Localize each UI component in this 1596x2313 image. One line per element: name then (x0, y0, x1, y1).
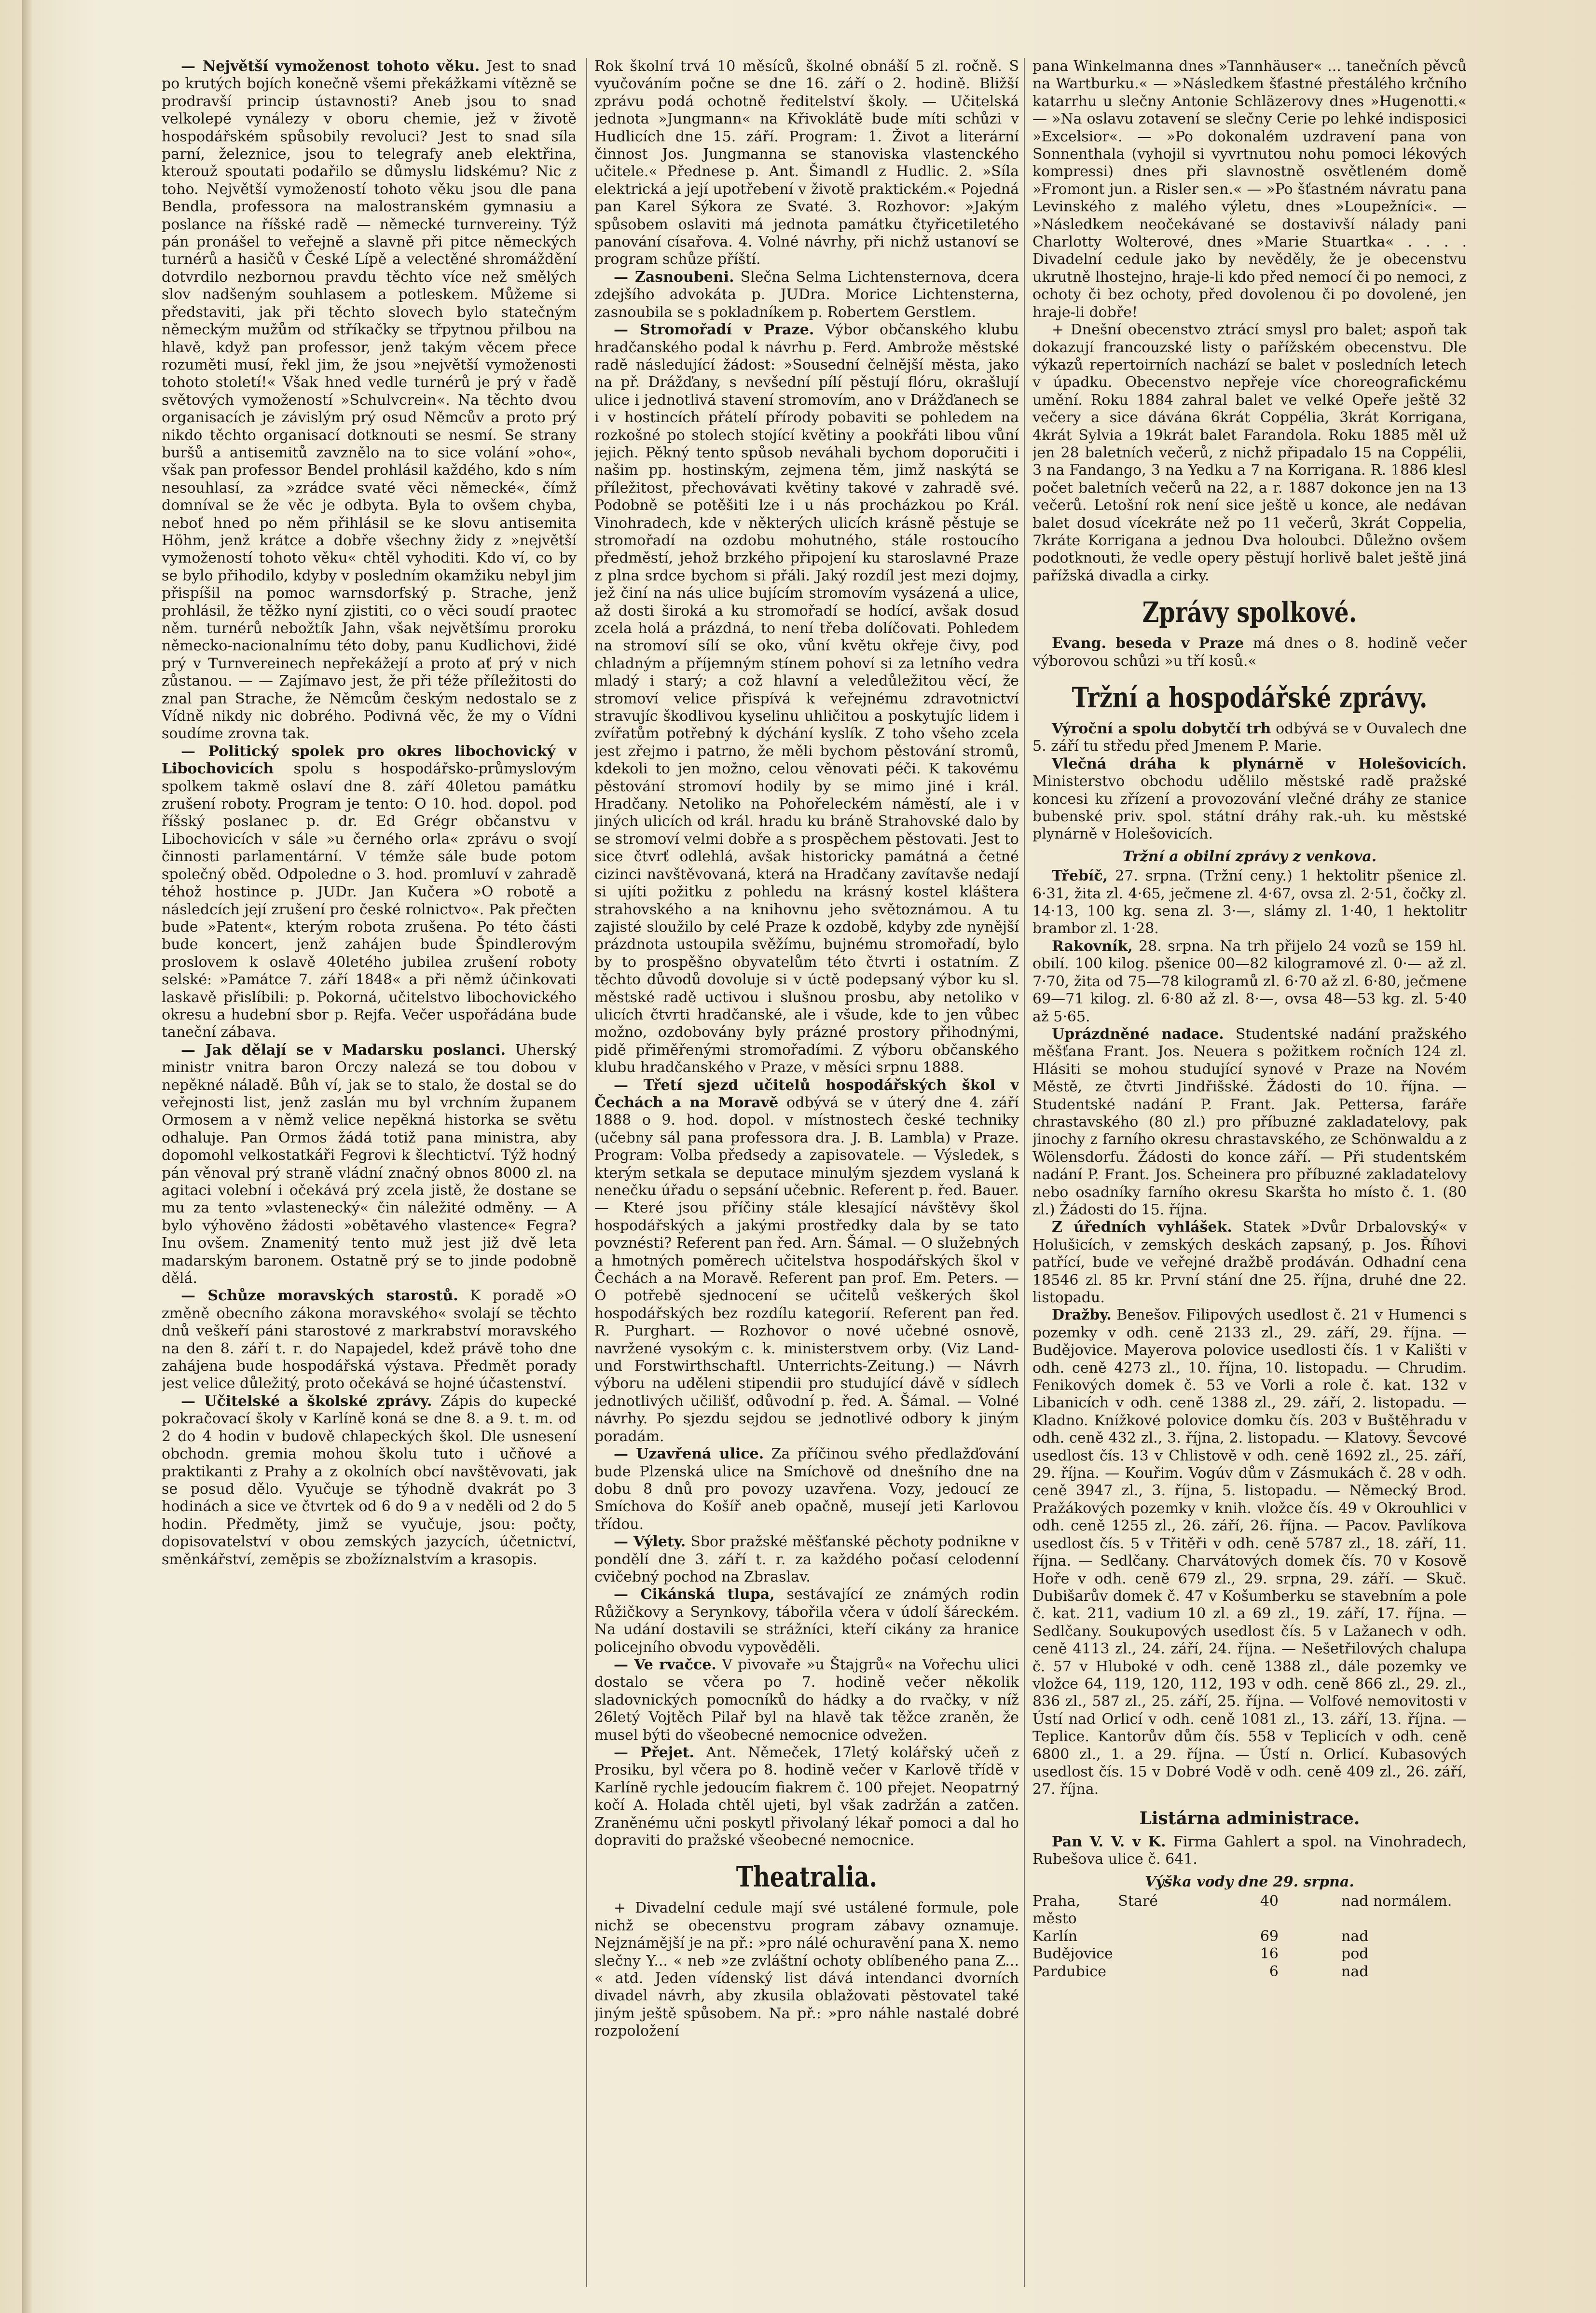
article-lead: Vlečná dráha k plynárně v Holešovicích. (1052, 755, 1467, 772)
article-paragraph (162, 1393, 577, 1569)
article-lead: Pan V. V. v K. (1052, 1833, 1166, 1850)
column-2 (594, 58, 1019, 2287)
article-body: spolu s hospodářsko-průmyslovým spolkem takmě oslaví dne 8. září 40letou památku zrušení roboty. Program je tento: O 10. hod. dopol. pod říšský poslanec p. dr. Ed Grégr občanstvu v Libochovicích v sále »u černého orla« zprávu o svojí činnosti parlamentární. V témže sále bude potom společný oběd. Odpoledne o 3. hod. promluví v zahradě téhož hostince p. JUDr. Jan Kučera »O robotě a následcích její zrušení pro české rolnictvo«. Pak přečten bude »Patent«, kterým robota zrušena. Po této části bude koncert, jenž zahájen bude Špindlerovým proslovem k oslavě 40letého jubilea zrušení roboty selské: »Památce 7. září 1848« a při němž účinkovati laskavě přislíbili: p. Pokorná, učitelstvo libochovického okresu a hudební sbor p. Rejfa. Večer uspořádána bude taneční zábava. (162, 760, 577, 1041)
article-lead: Výroční a spolu dobytčí trh (1052, 720, 1271, 737)
table-row (1032, 1893, 1467, 1928)
article-body: Jest to snad po krutých bojích konečně všemi překážkami vítězně se prodravší princip ústavnosti? Aneb jsou to snad velkolepé vynálezy v oboru chemie, jež v životě hospodářském spůsobily revoluci? Jest to snad síla parní, železnice, jsou to telegrafy aneb elektřina, kterouž spoutati podařilo se důmyslu lidskému? Nic z toho. Největší vymožeností tohoto věku jsou dle pana Bendla, professora na malostranském gymnasiu a poslance na říšské radě — německé turnvereiny. Týž pán pronášel to veřejně a slavně při pitce německých turnérů a hasičů v České Lípě a velectěné shromáždění dotvrdilo nezbornou pravdu těchto více než smělých slov nadšeným souhlasem a potleskem. Můžeme si představiti, jak při těchto slovech bylo statečným německým mužům od stříkačky se třpytnou přilbou na hlavě, když pan professor, jenž takým věcem přece rozuměti musí, řekl jim, že jsou »největší vymoženosti tohoto století!« Však hned vedle turnérů je prý v řadě světových vymožeností »Schulvcrein«. Na těchto dvou organisacích je závislým prý osud Němcův a proto prý nikdo těchto organisací dotknouti se nesmí. Se strany buršů a antisemitů zavznělo na to sice volání »oho«, však pan professor Bendel prohlásil každého, kdo s ním nesouhlasí, za »zrádce svaté věci německé«, čímž domníval se že věc je odbyta. Byla to ovšem chyba, neboť hned po něm přihlásil se ke slovu antisemita Höhm, jenž krátce a dobře všechny židy z »největší vymožeností tohoto věku« chtěl vyhoditi. Kdo ví, co by se bylo přihodilo, kdyby v posledním okamžiku nebyl jim přispíšil na pomoc warnsdorfský p. Strache, jenž prohlásil, že těžko nyní zjistiti, co o věci soudí praotec něm. turnérů nebožtík Jahn, však největšímu proroku německo-nacionalnímu této doby, panu Kudlichovi, židé prý v Turnvereinech nepřekážejí a proto ať prý v nich zůstanou. — — Zajímavo jest, že při téže příležitosti do znal pan Strache, že Němcům českým nedostalo se z Vídně nikdy nic dobrého. Podivná věc, že my o Vídni soudíme zrovna tak. (162, 58, 577, 743)
table-cell-note: nad (1341, 1963, 1369, 1980)
article-paragraph (594, 1533, 1019, 1586)
section-heading-trzni-zpravy: Tržní a hospodářské zprávy. (1072, 681, 1428, 714)
article-paragraph (594, 1586, 1019, 1656)
article-body: Ant. Němeček, 17letý kolářský učeň z Prosiku, byl včera po 8. hodině večer v Karlově třídě v Karlíně rychle jedoucím fiakrem č. 100 přejet. Neopatrný kočí A. Holada chtěl ujeti, byl však zadržán a zatčen. Zraněnému učni poskytl přivolaný lékař pomoci a dal ho dopraviti do pražské všeobecné nemocnice. (594, 1744, 1019, 1849)
article-body: Studentské nadání pražského měšťana Frant. Jos. Neuera s požitkem ročních 124 zl. Hlásiti se mohou studující synové v Praze na Novém Městě, ze čtvrti Jindřišské. Žádosti do 10. října. — Studentské nadání P. Frant. Jak. Pettersa, faráře chrastavského (80 zl.) pro příbuzné zakladatelovy, pak jinochy z farního okresu chrastavského, ze Schönwaldu a z Wölensdorfu. Žádosti do konce září. — Při studentském nadání P. Frant. Jos. Scheinera pro příbuzné zakladatelovy nebo osadníky farního okresu Skaršta ho místo č. 1. (80 zl.) Žádosti do 15. října. (1032, 1025, 1467, 1218)
article-lead: — Ve rvačce. (614, 1656, 716, 1673)
table-row (1032, 1963, 1467, 1981)
section-heading-listarna: Listárna administrace. (1139, 1808, 1360, 1829)
page-fold-shadow (22, 0, 33, 2313)
article-paragraph (1032, 635, 1467, 670)
table-cell-value: 69 (1260, 1928, 1279, 1945)
article-body: odbývá se v úterý dne 4. září 1888 o 9. hod. dopol. v místnostech české techniky (učebny sál pana professora dra. J. B. Lambla) v Praze. Program: Volba předsedy a zapisovatele. — Výsledek, s kterým setkala se deputace minulým sjezdem vyslaná k nenečku úřadu o sepsání učebnic. Referent p. řed. Bauer. — Které jsou příčiny stále klesající návštěvy škol hospodářských a jakými prostředky dala by se tato povznésti? Referent pan řed. Arn. Šámal. — O služebných a hmotných poměrech učitelstva hospodářských škol v Čechách a na Moravě. Referent pan prof. Em. Peters. — O potřebě sjednocení se učitelů veškerých škol hospodářských bez rozdílu kategorií. Referent pan řed. R. Purghart. — Rozhovor o nové učebné osnově, navržené vysokým c. k. ministerstvem orby. (Viz Land- und Forstwirthschaftl. Unterrichts-Zeitung.) — Návrh výboru na uděleni stipendii pro studující dávě v sídlech jednotlivých učilišť, odůvodní p. řed. A. Šámal. — Volné návrhy. Po sjezdu sejdou se jednotlivé odbory k jiným poradám. (594, 1094, 1019, 1445)
article-body: Slečna Selma Lichtensternova, dcera zdejšího advokáta p. JUDra. Morice Lichtensterna, zasnoubila se s pokladníkem p. Robertem Gerstlem. (594, 268, 1019, 321)
article-lead: — Třetí sjezd učitelů hospodářských škol v Čechách a na Moravě (594, 1076, 1019, 1111)
article-body: V pivovaře »u Štajgrů« na Vořechu ulici dostalo se včera po 7. hodině večer několik sladovnických pomocníků do hádky a do rvačky, v níž 26letý Vojtěch Pilař byl na hlavě tak těžce zraněn, že musel býti do všeobecné nemocnice odvežen. (594, 1656, 1019, 1744)
article-lead: Evang. beseda v Praze (1052, 635, 1244, 652)
article-paragraph (594, 1077, 1019, 1446)
column-divider (1024, 58, 1025, 2287)
article-body: 27. srpna. (Tržní ceny.) 1 hektolitr pšenice zl. 6·31, žita zl. 4·65, ječmene zl. 4·67, ovsa zl. 2·51, čočky zl. 14·13, 100 kg. sena zl. 3·—, slámy zl. 1·40, 1 hektolitr brambor zl. 1·28. (1032, 867, 1467, 937)
table-cell-place: Karlín (1032, 1928, 1078, 1945)
article-paragraph (1032, 1219, 1467, 1307)
article-body: + Dnešní obecenstvo ztrácí smysl pro balet; aspoň tak dokazují francouzské listy o pařížském obecenstvu. Dle výkazů repertoirních nachází se balet v posledních letech v úpadku. Obecenstvo nepřeje více choreografickému umění. Roku 1884 zahral balet ve velké Opeře ještě 32 večery a sice dávána 6krát Coppélia, 3krát Korrigana, 4krát Sylvia a 19krát balet Farandola. Roku 1885 měl už jen 28 baletních večerů, z nichž připadalo 15 na Coppélii, 3 na Fandango, 3 na Yedku a 7 na Korrigana. R. 1886 klesl počet baletních večerů na 22, a r. 1887 dokonce jen na 13 večerů. Letošní rok není sice ještě u konce, ale nedávan balet dosud vícekráte než po 11 večerů, 3krát Coppelia, 7kráte Korrigana a jednou Dva holoubci. Důležno ovšem podotknouti, že vedle opery pěstují horlivě balet ještě jiná pařížská divadla a cirky. (1032, 321, 1467, 584)
article-paragraph (594, 58, 1019, 269)
article-lead: Dražby. (1052, 1307, 1112, 1324)
article-paragraph (594, 1656, 1019, 1744)
article-lead: Třebíč, (1052, 867, 1108, 885)
article-paragraph (594, 1744, 1019, 1849)
article-paragraph (1032, 938, 1467, 1026)
article-paragraph (162, 58, 577, 743)
article-lead: — Výlety. (614, 1533, 686, 1551)
article-paragraph (1032, 867, 1467, 938)
article-body: 28. srpna. Na trh přijelo 24 vozů se 159 hl. obilí. 100 kilog. pšenice 00—82 kilogramové zl. 0·— až zl. 7·70, žita od 75—78 kilogramů zl. 6·70 až zl. 6·80, ječmene 69—71 kilog. zl. 6·80 až zl. 8·—, ovsa 48—53 kg. zl. 5·40 až 5·65. (1032, 937, 1467, 1025)
article-lead: Z úředních vyhlášek. (1052, 1219, 1232, 1236)
article-body: má dnes o 8. hodině večer výborovou schůzi »u tří kosů.« (1032, 635, 1467, 670)
article-lead: — Stromořadí v Praze. (614, 321, 814, 339)
section-heading-theatralia: Theatralia. (736, 1860, 878, 1894)
article-lead: — Zasnoubeni. (614, 268, 734, 286)
article-lead: — Cikánská tlupa, (614, 1586, 775, 1603)
article-lead: — Schůze moravských starostů. (181, 1287, 458, 1305)
article-body: sestávající ze známých rodin Růžičkovy a Serynkovy, tábořila včera v údolí šáreckém. Na udání dostavili se strážníci, kteří cikány za hranice policejního obvodu vypověděli. (594, 1586, 1019, 1656)
article-lead: — Jak dělají se v Madarsku poslanci. (181, 1041, 506, 1059)
article-body: odbývá se v Ouvalech dne 5. září tu středu před Jmenem P. Marie. (1032, 720, 1467, 755)
article-lead: Rakovník, (1052, 937, 1133, 955)
table-cell-place: Praha, Staré město (1032, 1893, 1158, 1928)
article-paragraph (1032, 1026, 1467, 1219)
table-cell-place: Pardubice (1032, 1963, 1106, 1980)
article-lead: — Přejet. (614, 1744, 694, 1761)
article-paragraph (1032, 1307, 1467, 1798)
table-cell-place: Budějovice (1032, 1945, 1113, 1963)
article-body: + Divadelní cedule mají své ustálené formule, pole nichž se obecenstvu program zábavy oznamuje. Nejznámější je na př.: »pro nálé ochuravění pana X. nemo slečny Y... « neb »ze zvláštní ochoty oblíbeného pana Z... « atd. Jeden vídenský list dává intendanci dvorních divadel návrh, aby zkusila oblažovati pěstovatel také jiným ještě spůsobem. Na př.: »pro náhle nastalé dobré rozpoložení (594, 1900, 1019, 2040)
article-paragraph (162, 743, 577, 1042)
article-body: Uherský ministr vnitra baron Orczy nalezá se tou dobou v nepěkné náladě. Bůh ví, jak se to stalo, že dostal se do veřejnosti list, jenž zaslán mu byl vrchním županem Ormosem a v němž velice nepěkná historka se světu odhaluje. Pan Ormos žádá totiž pana ministra, aby dopomohl velkostatkáři Fegrovi k šlechtictví. Týž hodný pán věnoval prý straně vládní značný obnos 8000 zl. na agitaci volební i očekává prý zcela jistě, že dostane se mu za tento »vlastenecký« čin náležité odměny. — A bylo výhověno žádosti »obětavého vlastence« Fegra? Inu ovšem. Znamenitý tento muž jest již dvě leta madarským baronem. Ostatně prý se to jinde podobně dělá. (162, 1041, 577, 1287)
article-paragraph (594, 321, 1019, 1076)
article-body: Firma Gahlert a spol. na Vinohradech, Rubešova ulice č. 641. (1032, 1833, 1467, 1868)
column-divider (586, 58, 587, 2287)
article-body: Statek »Dvůr Drbalovský« v Holušicích, v zemských deskách zapsaný, p. Jos. Říhovi patřící, bude ve veřejné dražbě prodáván. Odhadní cena 18546 zl. 85 kr. První stání dne 25. října, druhé dne 22. listopadu. (1032, 1219, 1467, 1306)
table-cell-value: 40 (1260, 1893, 1279, 1910)
article-lead: — Politický spolek pro okres libochovický v Libochovicích (162, 743, 577, 778)
table-cell-note: nad normálem. (1341, 1893, 1452, 1910)
subheading-obilni-zpravy: Tržní a obilní zprávy z venkova. (1122, 848, 1377, 865)
article-body: Za příčinou svého předlažďování bude Plzenská ulice na Smíchově od dnešního dne na dobu 8 dnů pro povozy uzavřena. Vozy, jedoucí ze Smíchova do Košíř aneb opačně, musejí jeti Karlovou třídou. (594, 1446, 1019, 1533)
article-body: K poradě »O změně obecního zákona moravského« svolají se těchto dnů veškeří páni starostové z markrabství moravského na den 8. září t. r. do Napajedel, kdež právě toho dne zahájena bude hospodářská výstava. Předmět porady jest velice důležitý, proto očekává se hojné účastenství. (162, 1287, 577, 1392)
article-body: Výbor občanského klubu hradčanského podal k návrhu p. Ferd. Ambrože městské radě následující žádost: »Sousední čelnější města, jako na př. Drážďany, s nevšední pílí pěstují flóru, okrašlují ulice i jednotlivá stavení stromovím, ano v Drážďanech se i v hostincích přátelí přírody pobaviti se pohledem na rozkošné po stolech stojící květiny a pookřáti libou vůní jejich. Pěkný tento spůsob neváhali bychom doporučiti i našim pp. hostinským, zejmena těm, jimž naskýtá se příležitost, přechovávati květiny takové v zahradě své. Podobně se potěšiti lze i u nás procházkou po Král. Vinohradech, kde v některých ulicích krásně pěstuje se stromořadí na ozdobu mohutného, stále rostoucího předměstí, jehož brzkého připojení ku staroslavné Praze z plna srdce bychom si přáli. Jaký rozdíl jest mezi dojmy, jež činí na nás ulice bujícím stromovím vysázená a ulice, až dosti široká a ku stromořadí se hodící, avšak dosud zcela holá a prázdná, to není třeba dolíčovati. Pohledem na stromoví sílí se oko, vůní květu okřeje čivy, pod chladným a příjemným stínem pohoví si za letního vedra mladý i starý; a což hlavní a veledůležitou věcí, že stromoví velice přispívá k veřejnému zdravotnictví stravujíc škodlivou kyselinu uhličitou a poskytujíc lidem i zvířatům potřebný k dýchání kyslík. Z toho všeho zcela jest zřejmo i patrno, že měli bychom pěstování stromů, kdekoli to jen možno, celou věnovati péči. K takovému pěstování stromoví hodily by se mimo jiné i král. Hradčany. Netoliko na Pohořeleckém náměstí, ale i v jiných ulicích od král. hradu ku bráně Strahovské dalo by se stromoví velmi dobře a s prospěchem pěstovati. Jest to sice čtvrť odlehlá, avšak historicky památná a četné cizinci navštěvovaná, která na Hradčany zavítavše nedají si ujíti požitku z pohledu na krásný kostel kláštera strahovského a na knihovnu jeho světoznámou. A tu zajisté sloužilo by celé Praze k ozdobě, kdyby zde nynější prázdnota ustoupila svěžímu, bujnému stromořadí, bylo by to prospěšno obyvatelům této čtvrti i ostatním. Z těchto důvodů dovoluje si v úctě podepsaný výbor ku sl. městské radě uctivou i slušnou prosbu, aby netoliko v ulicích čtvrti hradčanské, ale i všude, kde to jen vůbec možno, ozdobovány byly prázné prostory přihodnými, pidě přiměřenými stromořadími. Z výboru občanského klubu hradčanského v Praze, v měsíci srpnu 1888. (594, 321, 1019, 1076)
article-body: Sbor pražské měšťanské pěchoty podnikne v pondělí dne 3. září t. r. za každého počasí celodenní cvičebný pochod na Zbraslav. (594, 1533, 1019, 1585)
column-3 (1032, 58, 1467, 2287)
article-paragraph (1032, 756, 1467, 843)
article-paragraph (162, 1042, 577, 1288)
article-paragraph (594, 1446, 1019, 1533)
table-cell-note: pod (1341, 1945, 1369, 1963)
subheading-vyska-vody: Výška vody dne 29. srpna. (1145, 1873, 1354, 1890)
table-row (1032, 1928, 1467, 1945)
table-cell-value: 16 (1260, 1945, 1279, 1963)
article-paragraph (1032, 321, 1467, 585)
article-paragraph (1032, 58, 1467, 321)
article-body: pana Winkelmanna dnes »Tannhäuser« ... tanečních pěvců na Wartburku.« — »Následkem šťastné přestálého krčního katarrhu u slečny Antonie Schläzerovy dnes »Hugenotti.« — »Na oslavu zotavení se slečny Cerie po lehké indisposici »Excelsior«. — »Po dokonalém uzdravení pana von Sonnenthala (vyhojil si vyvrtnutou nohu pomoci lékových kompressi) dnes při slavnostně osvětleném domě »Fromont jun. a Risler sen.« — »Po šťastném návratu pana Levinského z malého výletu, dnes »Loupežníci«. — »Následkem neočekávané se dostavivší nálady pani Charlotty Wolterové, dnes »Marie Stuartka« . . . . Divadelní cedule jako by nevěděly, že je obecenstvu ukrutně lhostejno, hraje-li kdo před nemocí či po nemoci, z ochoty či bez ochoty, před dovolenou či po dovolené, jen hraje-li dobře! (1032, 58, 1467, 321)
article-paragraph (1032, 1833, 1467, 1869)
article-lead: — Největší vymoženost tohoto věku. (181, 58, 480, 75)
article-paragraph (1032, 720, 1467, 756)
article-paragraph (594, 1900, 1019, 2040)
article-body: Rok školní trvá 10 měsíců, školné obnáší 5 zl. ročně. S vyučováním počne se dne 16. září o 2. hodině. Bližší zprávu podá ochotně ředitelství školy. — Učitelská jednota »Jungmann« na Křivoklátě bude míti schůzi v Hudlicích dne 15. září. Program: 1. Život a literární činnost Jos. Jungmanna se stanoviska vlastenckého učitele.« Přednese p. Ant. Šimandl z Hudlic. 2. »Síla elektrická a její upotřebení v životě praktickém.« Pojedná pan Karel Sýkora ze Svaté. 3. Rozhovor: »Jakým spůsobem oslaviti má jednota památku čtyřicetiletého panování císařova. 4. Volné návrhy, při nichž ustanoví se program schůze příští. (594, 58, 1019, 268)
article-body: Zápis do kupecké pokračovací školy v Karlíně koná se dne 8. a 9. t. m. od 2 do 4 hodin v budově chlapeckých škol. Dle usnesení obchodn. gremia mohou školu tuto i učňové a praktikanti z Prahy a z okolních obcí navštěvovati, jak se posud dělo. Vyučuje se týhodně dvakrát po 3 hodinách a sice ve čtvrtek od 6 do 9 a v neděli od 2 do 5 hodin. Předměty, jimž se vyučuje, jsou: počty, dopisovatelství v obou zemských jazycích, účetnictví, směnkářství, zeměpis se zbožíznalstvím a krasopis. (162, 1392, 577, 1568)
article-lead: Uprázdněné nadace. (1052, 1025, 1224, 1043)
column-1 (162, 58, 577, 2287)
article-paragraph (162, 1287, 577, 1392)
table-cell-note: nad (1341, 1928, 1369, 1945)
section-heading-zpravy-spolkove: Zprávy spolkové. (1142, 596, 1357, 629)
article-lead: — Uzavřená ulice. (614, 1446, 764, 1463)
article-body: Ministerstvo obchodu udělilo městské radě pražské koncesi ku zřízení a provozování vlečné dráhy ze stanice bubenské priv. spol. státní dráhy rak.-uh. ku městské plynárně v Holešovicích. (1032, 773, 1467, 843)
water-level-table (1032, 1893, 1467, 1981)
article-paragraph (594, 269, 1019, 321)
table-row (1032, 1945, 1467, 1963)
article-lead: — Učitelské a školské zprávy. (181, 1392, 432, 1410)
article-body: Benešov. Filipových usedlost č. 21 v Humenci s pozemky v odh. ceně 2133 zl., 29. září, 29. října. — Budějovice. Mayerova polovice usedlosti čís. 1 v Kališti v odh. ceně 4273 zl., 10. října, 10. listopadu. — Chrudim. Fenikových domek č. 53 ve Vorli a role č. kat. 132 v Libanicích v odh. ceně 1388 zl., 29. září, 2. listopadu. — Kladno. Knížkové polovice domku čís. 203 v Buštěhradu v odh. ceně 432 zl., 3. října, 2. listopadu. — Klatovy. Ševcové usedlost čís. 13 v Chlistově v odh. ceně 1692 zl., 25. září, 29. října. — Kouřim. Vogúv dům v Zásmukách č. 28 v odh. ceně 3947 zl., 3. října, 5. listopadu. — Německý Brod. Pražákových pozemky v knih. vložce čís. 49 v Okrouhlici v odh. ceně 1255 zl., 26. září, 26. října. — Pacov. Pavlíkova usedlost čís. 5 v Třitěři v odh. ceně 5787 zl., 18. září, 11. října. — Sedlčany. Charvátových domek čís. 70 v Kosově Hoře v odh. ceně 679 zl., 29. srpna, 29. září. — Skuč. Dubišarův domek č. 47 v Košumberku se stavebním a pole č. kat. 211, vadium 10 zl. a 69 zl., 19. září, 17. října. — Sedlčany. Soukupových usedlost čís. 5 v Lažanech v odh. ceně 4113 zl., 24. září, 24. října. — Nešetřilových chalupa č. 57 v Hluboké v odh. ceně 1388 zl., dále pozemky ve vložce 64, 119, 120, 112, 193 v odh. ceně 866 zl., 29. zl., 836 zl., 587 zl., 25. září, 25. října. — Volfové nemovitosti v Ústí nad Orlicí v odh. ceně 1081 zl., 13. září, 13. října. — Teplice. Kantorův dům čís. 558 v Teplicích v odh. ceně 6800 zl., 1. a 29. října. — Ústí n. Orlicí. Kubasových usedlost čís. 15 v Dobré Vodě v odh. ceně 409 zl., 26. září, 27. října. (1032, 1307, 1467, 1798)
table-cell-value: 6 (1269, 1963, 1279, 1980)
